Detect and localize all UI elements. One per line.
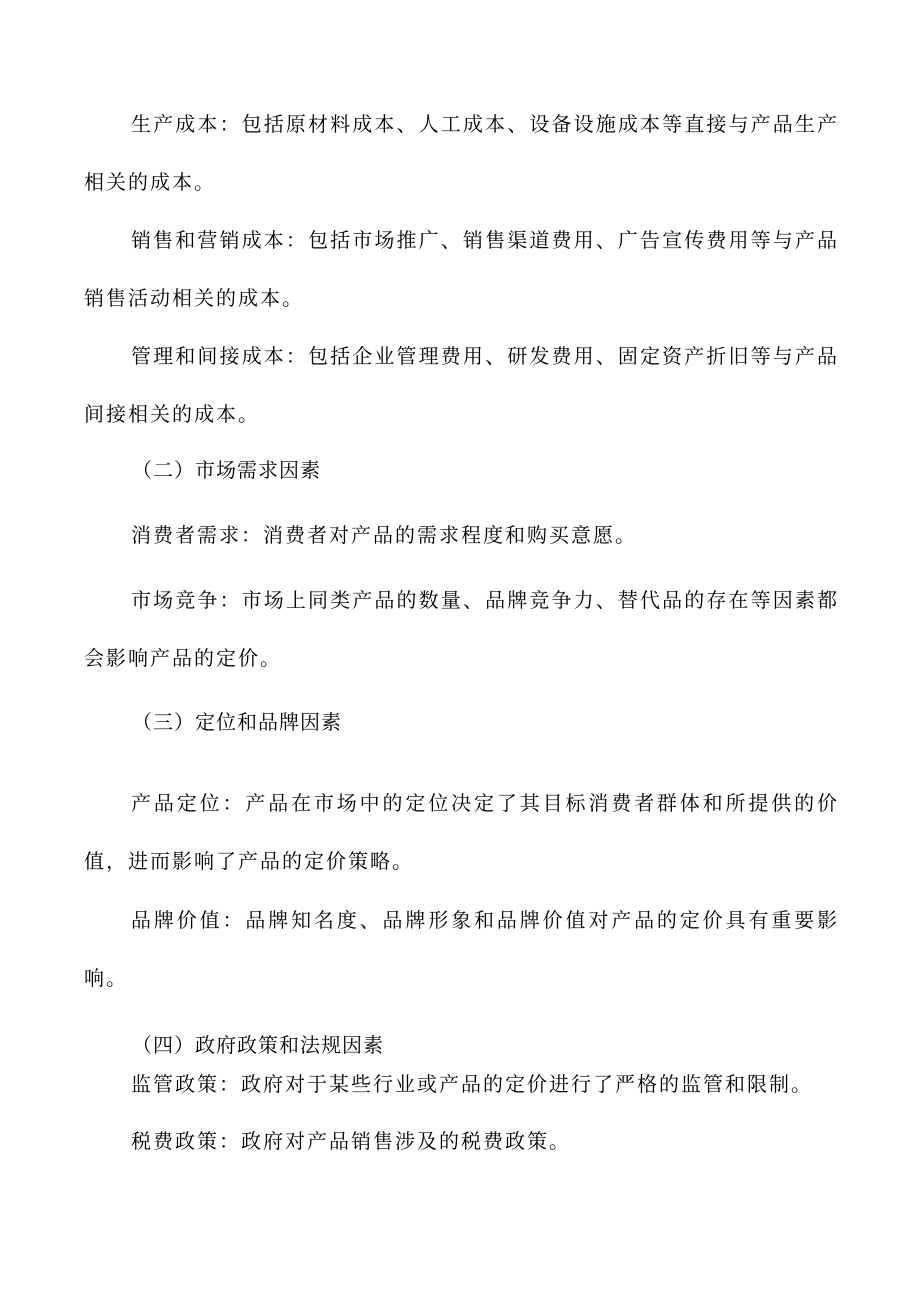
- paragraph-tax-policy: 税费政策：政府对产品销售涉及的税费政策。: [131, 1129, 571, 1153]
- paragraph-brand-value: 品牌价值：品牌知名度、品牌形象和品牌价值对产品的定价具有重要影响。: [84, 908, 839, 990]
- paragraph-consumer-demand: 消费者需求：消费者对产品的需求程度和购买意愿。: [131, 523, 637, 547]
- paragraph-sales-marketing-cost: 销售和营销成本：包括市场推广、销售渠道费用、广告宣传费用等与产品销售活动相关的成本。: [84, 228, 839, 310]
- paragraph-production-cost: 生产成本：包括原材料成本、人工成本、设备设施成本等直接与产品生产相关的成本。: [84, 112, 839, 194]
- paragraph-regulatory-policy: 监管政策：政府对于某些行业或产品的定价进行了严格的监管和限制。: [131, 1072, 813, 1096]
- section-heading-government-policy: （四）政府政策和法规因素: [132, 1033, 384, 1057]
- paragraph-market-competition: 市场竞争：市场上同类产品的数量、品牌竞争力、替代品的存在等因素都会影响产品的定价。: [84, 588, 839, 670]
- paragraph-management-indirect-cost: 管理和间接成本：包括企业管理费用、研发费用、固定资产折旧等与产品间接相关的成本。: [84, 344, 839, 426]
- paragraph-product-positioning: 产品定位：产品在市场中的定位决定了其目标消费者群体和所提供的价值，进而影响了产品的定价策略。: [84, 791, 839, 873]
- section-heading-market-demand: （二）市场需求因素: [132, 458, 321, 482]
- section-heading-positioning-brand: （三）定位和品牌因素: [132, 710, 342, 734]
